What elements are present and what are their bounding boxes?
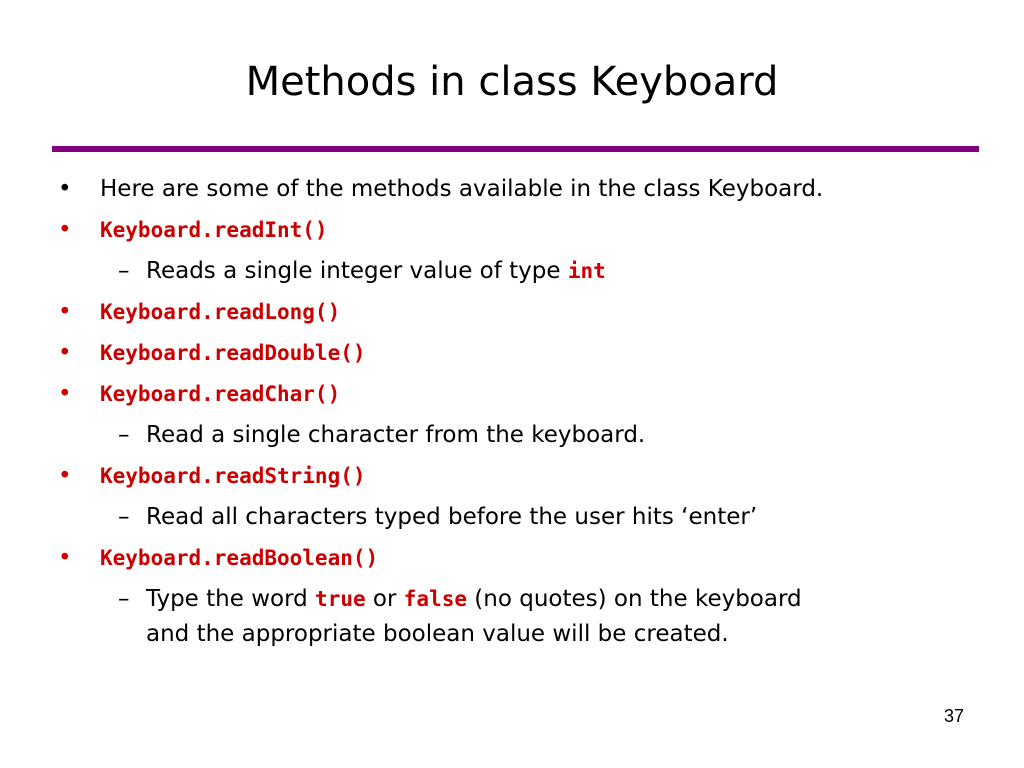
method-desc-readint (118, 256, 606, 286)
dash-icon: – (118, 586, 130, 612)
readboolean-description-start: Type the word (146, 586, 316, 612)
method-item-readlong (58, 297, 340, 327)
readboolean-or: or (365, 586, 404, 612)
readboolean-true: true (315, 587, 366, 611)
bullet-icon: • (58, 299, 72, 325)
slide-title: Methods in class Keyboard (245, 59, 779, 105)
readint-type: int (567, 259, 606, 283)
method-name-readint: Keyboard.readInt() (100, 218, 328, 242)
readint-description: Reads a single integer value of type (146, 258, 568, 284)
method-desc-readboolean-continued (146, 619, 729, 649)
method-desc-readstring (118, 502, 757, 532)
readstring-description: Read all characters typed before the user hits ‘enter’ (146, 504, 758, 530)
title-divider (52, 146, 979, 152)
dash-icon: – (118, 504, 130, 530)
readboolean-false: false (403, 587, 467, 611)
bullet-icon: • (58, 176, 72, 202)
method-item-readstring (58, 461, 366, 491)
bullet-icon: • (58, 545, 72, 571)
method-name-readchar: Keyboard.readChar() (100, 382, 341, 406)
bullet-icon: • (58, 463, 72, 489)
method-item-readint (58, 215, 328, 245)
dash-icon: – (118, 422, 130, 448)
method-desc-readboolean (118, 584, 802, 614)
method-item-readboolean (58, 543, 378, 573)
page-number: 37 (943, 706, 964, 726)
bullet-icon: • (58, 217, 72, 243)
readboolean-description-continued: and the appropriate boolean value will be created. (146, 621, 729, 647)
bullet-icon: • (58, 340, 72, 366)
method-name-readlong: Keyboard.readLong() (100, 300, 341, 324)
dash-icon: – (118, 258, 130, 284)
intro-text: Here are some of the methods available in the class Keyboard. (100, 176, 824, 202)
method-item-readchar (58, 379, 340, 409)
method-name-readboolean: Keyboard.readBoolean() (100, 546, 379, 570)
method-name-readstring: Keyboard.readString() (100, 464, 366, 488)
method-name-readdouble: Keyboard.readDouble() (100, 341, 366, 365)
method-desc-readchar (118, 420, 645, 450)
readboolean-description-end: (no quotes) on the keyboard (467, 586, 802, 612)
method-item-readdouble (58, 338, 366, 368)
intro-bullet-item (58, 174, 823, 204)
bullet-icon: • (58, 381, 72, 407)
readchar-description: Read a single character from the keyboard. (146, 422, 646, 448)
